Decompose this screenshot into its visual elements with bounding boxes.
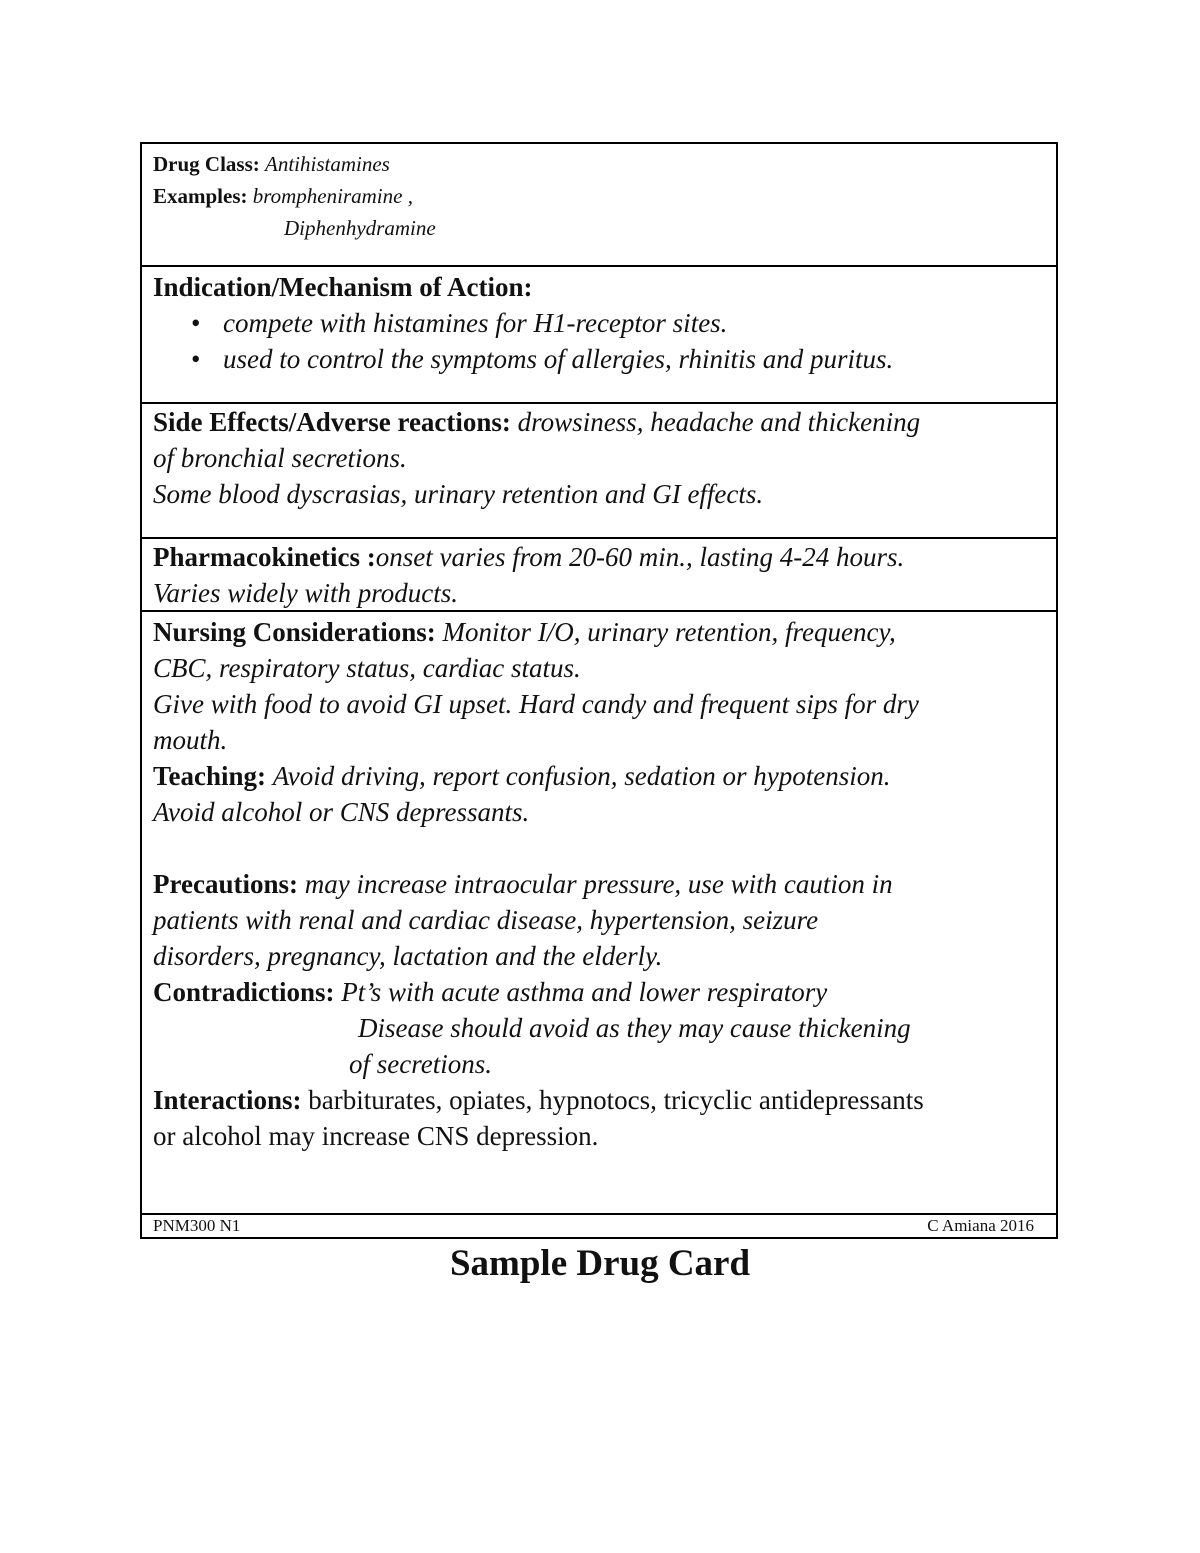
interactions-line-1 (153, 1082, 1048, 1118)
indication-bullet-2: used to control the symptoms of allergies, rhinitis and puritus. (223, 344, 894, 374)
examples-value-2: Diphenhydramine (284, 216, 436, 240)
side-effects-line-2: of bronchial secretions. (153, 443, 407, 473)
examples-label: Examples: (153, 184, 248, 208)
side-effects-line-1 (153, 404, 1048, 440)
bullet-icon: • (191, 344, 201, 374)
drug-class-value: Antihistamines (265, 152, 390, 176)
nursing-text: Monitor I/O, urinary retention, frequency, (442, 617, 896, 647)
list-item (153, 341, 1048, 377)
bullet-icon: • (191, 308, 201, 338)
spacer (153, 830, 1048, 866)
footer-course-code: PNM300 N1 (153, 1216, 241, 1235)
nursing-line-3: Give with food to avoid GI upset. Hard candy and frequent sips for dry (153, 689, 919, 719)
page-title: Sample Drug Card (449, 1243, 751, 1284)
teaching-label: Teaching: (153, 761, 267, 791)
side-effects-section (142, 404, 1056, 512)
indication-section (142, 268, 1056, 377)
drug-card (140, 142, 1058, 1239)
contradictions-label: Contradictions: (153, 977, 335, 1007)
pharmacokinetics-line-2: Varies widely with products. (153, 578, 458, 608)
indication-heading: Indication/Mechanism of Action: (153, 272, 533, 302)
drug-class-section (142, 148, 1056, 266)
footer-author: C Amiana 2016 (927, 1216, 1034, 1235)
teaching-line-2: Avoid alcohol or CNS depressants. (153, 797, 530, 827)
nursing-label: Nursing Considerations: (153, 617, 436, 647)
contradictions-text: Pt’s with acute asthma and lower respiratory (341, 977, 828, 1007)
teaching-text: Avoid driving, report confusion, sedation or hypotension. (272, 761, 891, 791)
pharmacokinetics-section (142, 539, 1056, 611)
contradictions-line-1 (153, 974, 1048, 1010)
list-item (153, 305, 1048, 341)
pharmacokinetics-label: Pharmacokinetics : (153, 542, 376, 572)
drug-class-line (153, 148, 1048, 180)
side-effects-label: Side Effects/Adverse reactions: (153, 407, 511, 437)
nursing-line-4: mouth. (153, 725, 228, 755)
precautions-line-3: disorders, pregnancy, lactation and the elderly. (153, 941, 663, 971)
precautions-line-1 (153, 866, 1048, 902)
contradictions-line-3: of secretions. (349, 1049, 492, 1079)
nursing-line-2: CBC, respiratory status, cardiac status. (153, 653, 581, 683)
interactions-line-2: or alcohol may increase CNS depression. (153, 1121, 599, 1151)
card-footer (142, 1215, 1056, 1237)
indication-list (153, 305, 1048, 377)
side-effects-text: drowsiness, headache and thickening (517, 407, 921, 437)
precautions-label: Precautions: (153, 869, 298, 899)
indication-bullet-1: compete with histamines for H1-receptor sites. (223, 308, 728, 338)
divider (142, 265, 1056, 267)
side-effects-line-3: Some blood dyscrasias, urinary retention and GI effects. (153, 479, 764, 509)
interactions-text: barbiturates, opiates, hypnotocs, tricyclic antidepressants (308, 1085, 924, 1115)
contradictions-line-2: Disease should avoid as they may cause thickening (358, 1013, 911, 1043)
nursing-section (142, 614, 1056, 1154)
drug-class-label: Drug Class: (153, 152, 260, 176)
nursing-line-1 (153, 614, 1048, 650)
pharmacokinetics-text: onset varies from 20-60 min., lasting 4-24 hours. (375, 542, 905, 572)
pharmacokinetics-line-1 (153, 539, 1048, 575)
divider (142, 610, 1056, 612)
precautions-line-2: patients with renal and cardiac disease, hypertension, seizure (153, 905, 819, 935)
examples-value-1: brompheniramine , (252, 184, 413, 208)
precautions-text: may increase intraocular pressure, use with caution in (304, 869, 893, 899)
interactions-label: Interactions: (153, 1085, 302, 1115)
examples-line (153, 180, 1048, 212)
teaching-line-1 (153, 758, 1048, 794)
